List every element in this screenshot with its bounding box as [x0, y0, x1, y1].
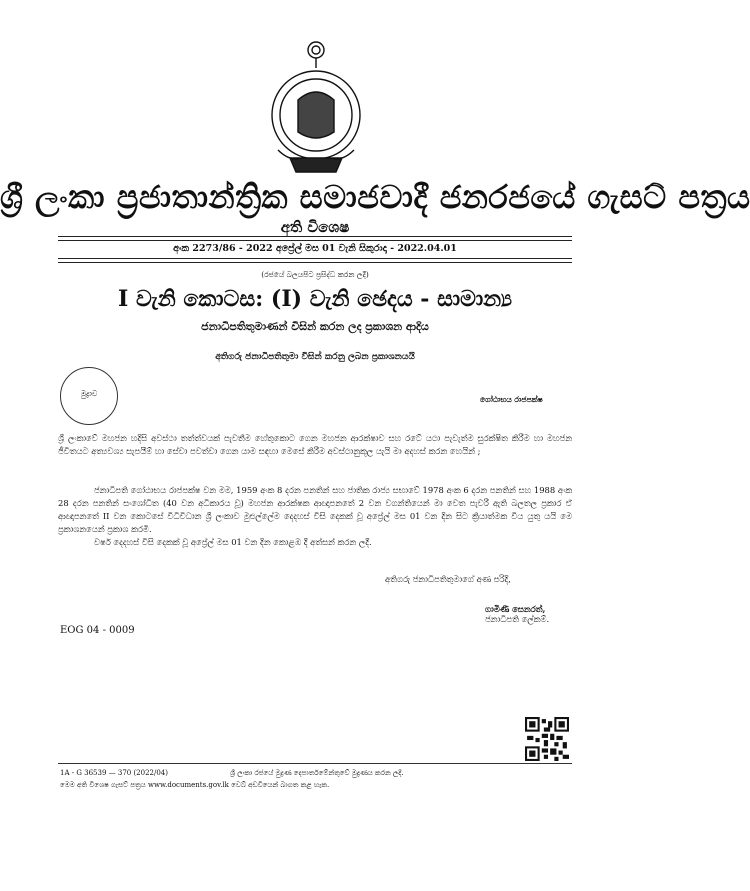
national-emblem-icon — [270, 40, 362, 180]
header-rule — [58, 258, 572, 259]
registration-note: (රජයේ බලයපිට ප්‍රසිද්ධ කරන ලදී) — [261, 270, 369, 279]
signatory-title: ජනාධිපති ලේකම්. — [485, 614, 550, 624]
header-rule — [58, 262, 572, 263]
proclamation-paragraph: ශ්‍රී ලංකාවේ මහජන හදිසි අවස්ථා තත්ත්වයක් පැවතීම හේතුකොට ගෙන මහජන ආරක්ෂාව සහ රටේ යථා පැවැත්ම සුරක්ෂිත කිරීම හා මහජන ජීවිතයට අත්‍යවශ්‍ය සැපයීම් හා සේවා පවත්වා ගෙන යාම සඳහා මෙසේ කිරීම අවස්ථානුකූල යැයි මා අදහස් කරන හෙයින් ; — [58, 433, 572, 456]
section-subheading: අතිගරු ජනාධිපතිතුමා විසින් කරනු ලබන ප්‍රකාශනයයි — [215, 352, 415, 362]
footer-rule — [58, 763, 572, 764]
signed-paragraph: වර්ෂ දෙදහස් විසි දෙකක් වූ අප්‍රේල් මස 01 වන දින කොළඹ දී අත්සන් කරන ලදී. — [94, 537, 372, 547]
signatory-name: ගාමිණී සෙනරත්, — [485, 604, 546, 614]
issue-line: අංක 2273/86 - 2022 අප්‍රේල් මස 01 වැනි සිකුරාදා - 2022.04.01 — [173, 243, 457, 254]
reference-code: EOG 04 - 0009 — [60, 625, 135, 636]
president-name: ගෝඨාභය රාජපක්ෂ — [480, 395, 543, 404]
seal-label: මුද්‍රාව — [80, 389, 98, 398]
part-title: I වැනි කොටස: (I) වැනි ඡෙදය - සාමාන්‍ය — [118, 286, 512, 312]
order-line: අතිගරු ජනාධිපතිතුමාගේ අණ පරිදි, — [385, 574, 511, 584]
footer-code: 1A - G 36539 — 370 (2022/04) — [60, 769, 168, 777]
footer-web: මෙම අති විශෙෂ ගැසට් පත්‍රය www.documents.gov.lk වෙබ් අඩවියෙන් බාගත කළ හැක. — [60, 781, 330, 789]
qr-code-icon — [525, 717, 569, 761]
proclamation-paragraph: ජනාධිපති ගෝඨාභය රාජපක්ෂ වන මම, 1959 අංක 8 දරන පනතින් සහ ජාතික රාජ්‍ය සභාවේ 1978 අංක 6 දරන පනතින් සහ 1988 අංක 28 දරන පනතින් සංශෝධිත (40 වන අධිකාරය වූ) මහජන ආරක්ෂක ආඥාපනතේ 2 වන වගන්තියෙන් මා වෙත පැවරී ඇති බලතල ප්‍රකාර ඒ ආඥාපනතේ II වන කොටසේ විධිවිධාන ශ්‍රී ලංකාව මුළුල්ලේම දෙදහස් විසි දෙකක් වූ අප්‍රේල් මස 01 වන දින සිට ක්‍රියාත්මක විය යුතු යයි මෙ ප්‍රකාශනයෙන් ප්‍රකාශ කරමි. — [58, 485, 572, 534]
header-rule — [58, 236, 572, 237]
section-heading: ජනාධිපතිතුමාණන් විසින් කරන ලද ප්‍රකාශන ආදිය — [201, 320, 429, 333]
header-rule — [58, 240, 572, 241]
footer-printer: ශ්‍රී ලංකා රජයේ මුද්‍රණ දෙපාර්තමේන්තුවේ මුද්‍රණය කරන ලදී. — [230, 769, 404, 777]
gazette-title: ශ්‍රී ලංකා ප්‍රජාතාන්ත්‍රික සමාජවාදී ජනරජයේ ගැසට් පත්‍රය — [0, 178, 750, 216]
gazette-subtitle: අති විශෙෂ — [280, 218, 350, 236]
